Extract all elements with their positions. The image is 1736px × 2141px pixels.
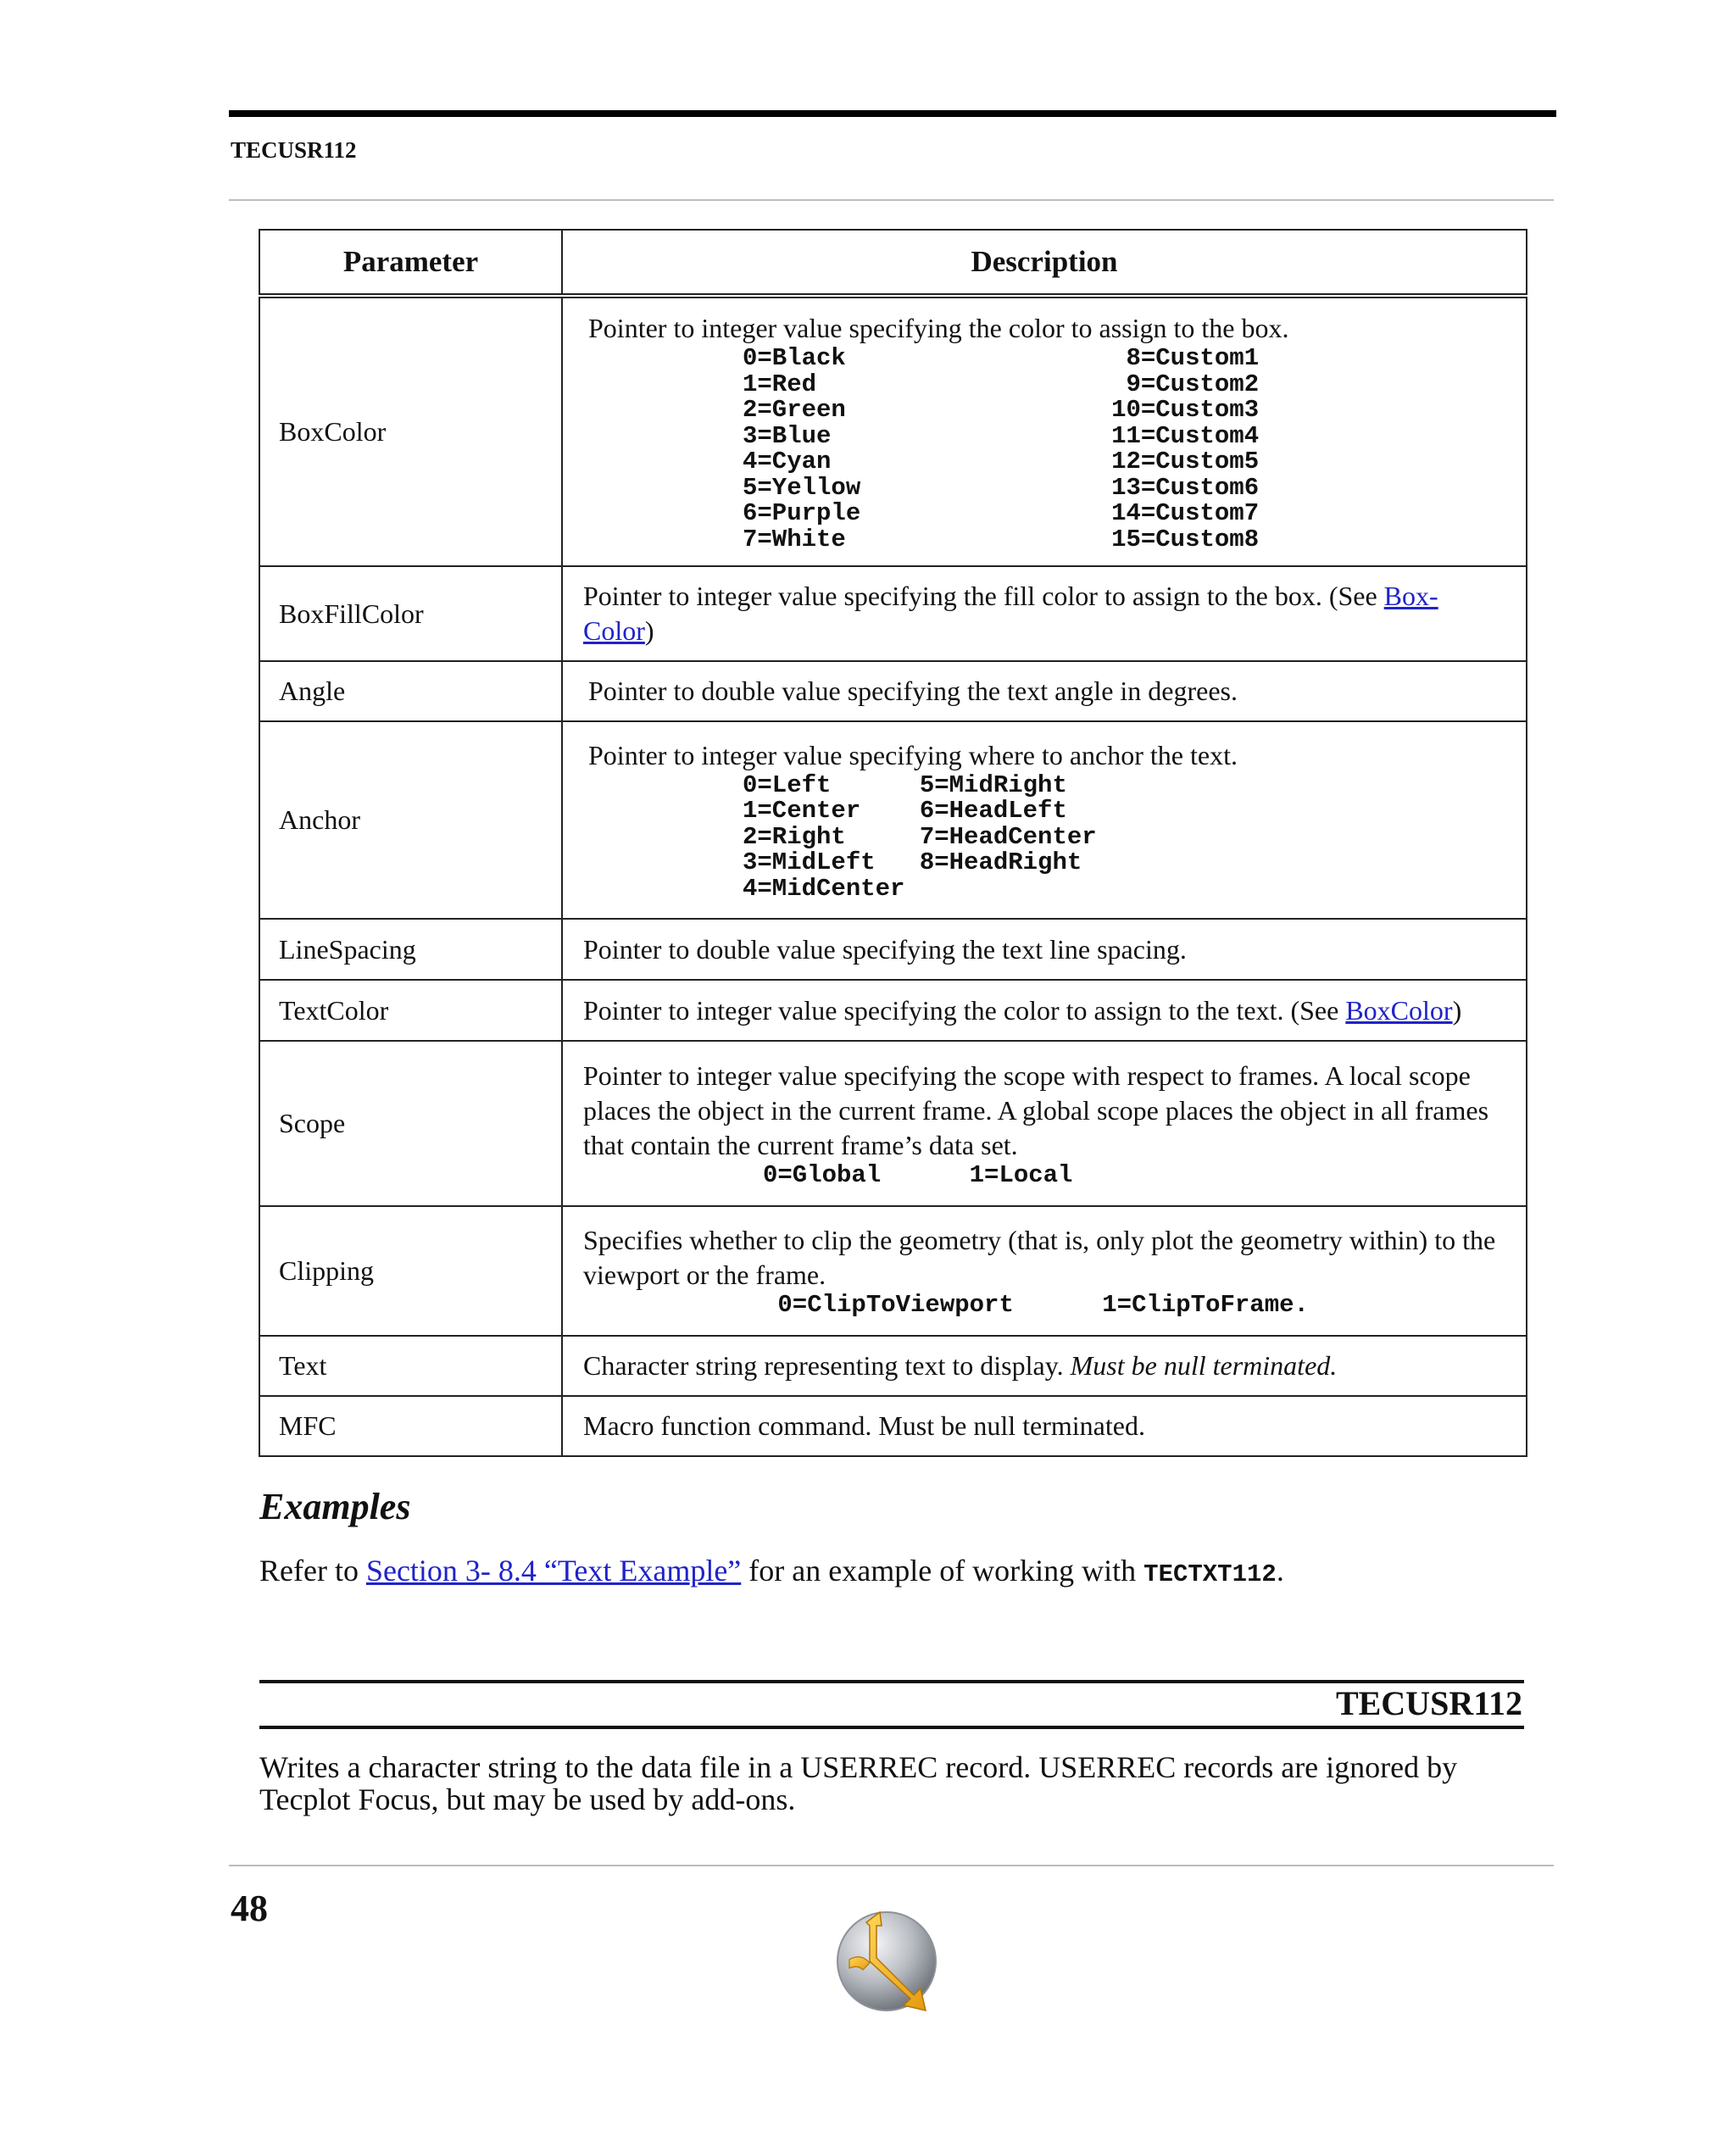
table-row xyxy=(259,1041,1527,1206)
table-row xyxy=(259,980,1527,1041)
examples-middle: for an example of working with xyxy=(741,1554,1144,1588)
page-number: 48 xyxy=(231,1888,268,1929)
table-row xyxy=(259,919,1527,980)
color-code-list: 0=Black 8=Custom1 1=Red 9=Custom2 2=Green 10=Custom3 3=Blue 11=Custom4 4=Cyan 12=Custom5 5=Yellow 13=Custom6 6=Purple 14=Custom7 7=White 15=Custom8 xyxy=(743,344,1260,553)
desc-text: Pointer to integer value specifying the color to assign to the box. xyxy=(588,313,1289,343)
table-row xyxy=(259,1206,1527,1336)
desc-text: Pointer to integer value specifying the fill color to assign to the box. (See xyxy=(583,581,1384,611)
desc-text: Pointer to integer value specifying where to anchor the text. xyxy=(588,739,1238,770)
param-text: Text xyxy=(259,1336,562,1396)
top-rule xyxy=(229,110,1556,117)
footer-divider xyxy=(229,1865,1554,1866)
header-parameter: Parameter xyxy=(259,230,562,296)
param-anchor: Anchor xyxy=(259,721,562,919)
header-description: Description xyxy=(562,230,1527,296)
param-scope: Scope xyxy=(259,1041,562,1206)
header-divider xyxy=(229,199,1554,201)
desc-text: Pointer to integer value specifying the scope with respect to frames. A local scope places the object in the current frame. A global scope places the object in all frames that contain the current frame’s data set. xyxy=(583,1059,1489,1160)
table-row xyxy=(259,721,1527,919)
section-rule-bottom xyxy=(259,1726,1524,1729)
table-row xyxy=(259,296,1527,566)
desc-text: Specifies whether to clip the geometry (that is, only plot the geometry within) to the viewport or the frame. xyxy=(583,1225,1496,1291)
param-clipping: Clipping xyxy=(259,1206,562,1336)
scope-code-list: 0=Global 1=Local xyxy=(763,1160,1073,1189)
desc-boxfillcolor xyxy=(562,566,1527,661)
desc-textcolor xyxy=(562,980,1527,1041)
examples-paragraph xyxy=(259,1553,1284,1588)
desc-linespacing: Pointer to double value specifying the text line spacing. xyxy=(562,919,1527,980)
table-header-row xyxy=(259,230,1527,296)
desc-text-end: ) xyxy=(644,615,654,646)
parameter-table xyxy=(259,229,1527,1457)
desc-scope xyxy=(562,1041,1527,1206)
section-description: Writes a character string to the data file in a USERREC record. USERREC records are ignored by Tecplot Focus, but may be used by add-ons. xyxy=(259,1750,1458,1816)
table-row xyxy=(259,566,1527,661)
boxcolor-link[interactable]: Box-Color xyxy=(583,581,1438,646)
param-linespacing: LineSpacing xyxy=(259,919,562,980)
desc-boxcolor xyxy=(562,296,1527,566)
anchor-code-list: 0=Left 5=MidRight 1=Center 6=HeadLeft 2=Right 7=HeadCenter 3=MidLeft 8=HeadRight 4=MidCenter xyxy=(743,770,1097,903)
function-code: TECTXT112 xyxy=(1143,1560,1277,1588)
desc-text-end: ) xyxy=(1452,994,1462,1026)
running-header: TECUSR112 xyxy=(231,137,357,163)
param-angle: Angle xyxy=(259,661,562,721)
desc-mfc: Macro function command. Must be null terminated. xyxy=(562,1396,1527,1456)
desc-text: Character string representing text to display. xyxy=(583,1350,1071,1381)
desc-clipping xyxy=(562,1206,1527,1336)
table-row xyxy=(259,661,1527,721)
desc-text: Pointer to integer value specifying the color to assign to the text. (See xyxy=(583,994,1346,1026)
param-textcolor: TextColor xyxy=(259,980,562,1041)
param-mfc: MFC xyxy=(259,1396,562,1456)
text-example-link[interactable]: Section 3- 8.4 “Text Example” xyxy=(365,1554,742,1588)
boxcolor-link[interactable]: BoxColor xyxy=(1345,994,1453,1026)
desc-anchor xyxy=(562,721,1527,919)
section-title: TECUSR112 xyxy=(1335,1684,1522,1722)
desc-text-italic: Must be null terminated. xyxy=(1070,1350,1338,1381)
clipping-code-list: 0=ClipToViewport 1=ClipToFrame. xyxy=(763,1291,1309,1320)
param-boxfillcolor: BoxFillColor xyxy=(259,566,562,661)
desc-angle: Pointer to double value specifying the text angle in degrees. xyxy=(562,661,1527,721)
examples-suffix: . xyxy=(1276,1554,1284,1588)
table-row xyxy=(259,1336,1527,1396)
tecplot-logo-icon xyxy=(832,1907,944,2019)
examples-heading: Examples xyxy=(259,1486,411,1527)
param-boxcolor: BoxColor xyxy=(259,296,562,566)
desc-text-param xyxy=(562,1336,1527,1396)
section-rule-top xyxy=(259,1680,1524,1683)
table-row xyxy=(259,1396,1527,1456)
examples-prefix: Refer to xyxy=(259,1554,366,1588)
